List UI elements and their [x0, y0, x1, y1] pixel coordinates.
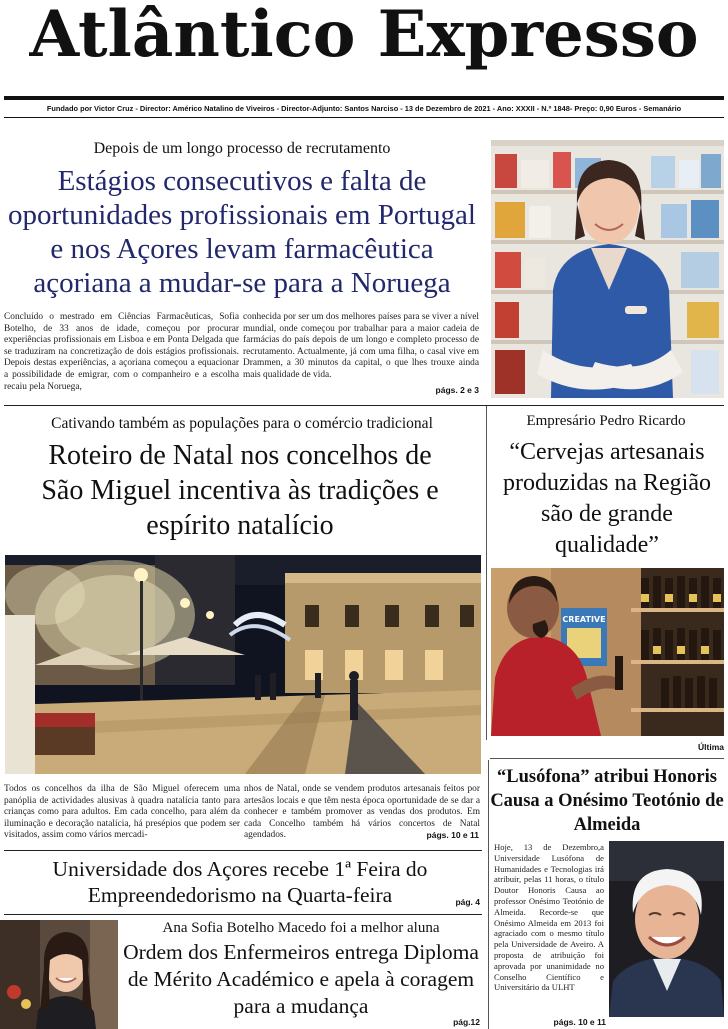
lusofona-body: Hoje, 13 de Dezembro,a Universidade Lusófona de Humanidades e Tecnologias irá atribuir, pelas 11 horas, o título Doutor Honoris Causa ao professor Onésimo Teotónio de Almeida. Recorde-se que Onésimo Almeida em 2013 foi agraciado com o mesmo título pela Universidade de Aveiro. A proposta de atribuição foi aprovada por unanimidade no Conselho Científico e Universitário da ULHT: [494, 842, 604, 993]
lead-body-col1: Concluído o mestrado em Ciências Farmacêuticas, Sofia Botelho, de 33 anos de idade, começou por procurar experiências profissionais em Lisboa e em Ponta Delgada que se traduziram na concretização de dois estágios profissionais. Depois destas experiências, a açoriana começou a equacionar a possibilidade de emigrar, com o companheiro e a escolha recaiu pela Noruega,: [4, 312, 239, 392]
lead-body-col2: conhecida por ser um dos melhores países para se viver a nível mundial, onde começou por trabalhar para a maior cadeia de farmácias do país depois de um longo e completo processo de recrutamento. Actualmente, já com uma filha, o casal vive em Drammen, a 30 minutos da capital, o que lhes trouxe ainda mais qualidade de vida.: [243, 312, 479, 380]
cervejas-kicker: Empresário Pedro Ricardo: [526, 413, 686, 429]
universidade-page-ref[interactable]: pág. 4: [455, 897, 480, 907]
lusofona-page-ref[interactable]: págs. 10 e 11: [553, 1017, 606, 1027]
natal-body-col2: nhos de Natal, onde se vendem produtos artesanais feitos por artesãos locais e que têm nesta época oportunidade de se dar a conhecer e também promover as vendas dos produtos. Em cada Concelho também há vários concertos de Natal agendados.: [244, 784, 480, 841]
lusofona-headline[interactable]: “Lusófona” atribui Honoris Causa a Onésimo Teotónio de Almeida: [490, 767, 724, 835]
right-divider-2: [490, 758, 724, 759]
nurse-photo-svg: [0, 920, 118, 1029]
natal-headline[interactable]: Roteiro de Natal nos concelhos de São Miguel incentiva às tradições e espírito natalício: [41, 440, 439, 541]
natal-street-photo-svg: [5, 555, 481, 774]
beer-photo-svg: [491, 568, 724, 736]
masthead-rule-bottom: [4, 117, 724, 118]
enfermeiros-page-ref[interactable]: pág.12: [453, 1017, 480, 1027]
lead-kicker: Depois de um longo processo de recrutamento: [93, 140, 391, 157]
masthead-title: Atlântico Expresso: [29, 0, 699, 72]
enfermeiros-headline[interactable]: Ordem dos Enfermeiros entrega Diploma de Mérito Académico e apela à coragem para a mudança: [123, 940, 479, 1018]
lead-headline[interactable]: Estágios consecutivos e falta de oportunidades profissionais em Portugal e nos Açores levam farmacêutica açoriana a mudar-se para a Noruega: [8, 165, 476, 299]
beer-photo: [491, 568, 724, 736]
column-divider-right-lower: [488, 760, 489, 1029]
pharmacist-photo-svg: [491, 140, 724, 398]
natal-street-photo: [5, 555, 481, 774]
enfermeiros-kicker: Ana Sofia Botelho Macedo foi a melhor aluna: [162, 920, 440, 936]
masthead-info: Fundado por Victor Cruz - Director: Américo Natalino de Viveiros - Director-Adjunto: Santos Narciso - 13 de Dezembro de 2021 - Ano: XXXII - N.º 1848- Preço: 0,90 Euros - Semanário: [46, 104, 682, 113]
onesimo-photo-svg: [609, 841, 724, 1017]
pharmacist-photo: [491, 140, 724, 398]
beer-poster-text: CREATIVE: [562, 615, 606, 624]
universidade-headline[interactable]: Universidade dos Açores recebe 1ª Feira do Empreendedorismo na Quarta-feira: [52, 857, 428, 907]
nurse-photo: [0, 920, 118, 1029]
lead-page-ref[interactable]: págs. 2 e 3: [435, 385, 479, 395]
natal-body-col1: Todos os concelhos da ilha de São Miguel oferecem uma panóplia de actividades alusivas à quadra natalícia tanto para crianças como para adultos. Em cada concelho, para além da iluminação e decoração natalícia, há presépios que podem ser visitados, assim como vários mercadi-: [4, 784, 240, 841]
section-divider-1: [4, 405, 724, 406]
section-divider-3: [4, 914, 482, 915]
column-divider-right: [486, 406, 487, 740]
natal-kicker: Cativando também as populações para o comércio tradicional: [51, 415, 433, 432]
section-divider-2: [4, 850, 482, 851]
masthead-rule-top: [4, 96, 724, 100]
natal-page-ref[interactable]: págs. 10 e 11: [426, 830, 479, 840]
cervejas-headline[interactable]: “Cervejas artesanais produzidas na Região são de grande qualidade”: [503, 439, 711, 558]
cervejas-page-ref[interactable]: Última: [698, 742, 724, 752]
onesimo-photo: [609, 841, 724, 1017]
